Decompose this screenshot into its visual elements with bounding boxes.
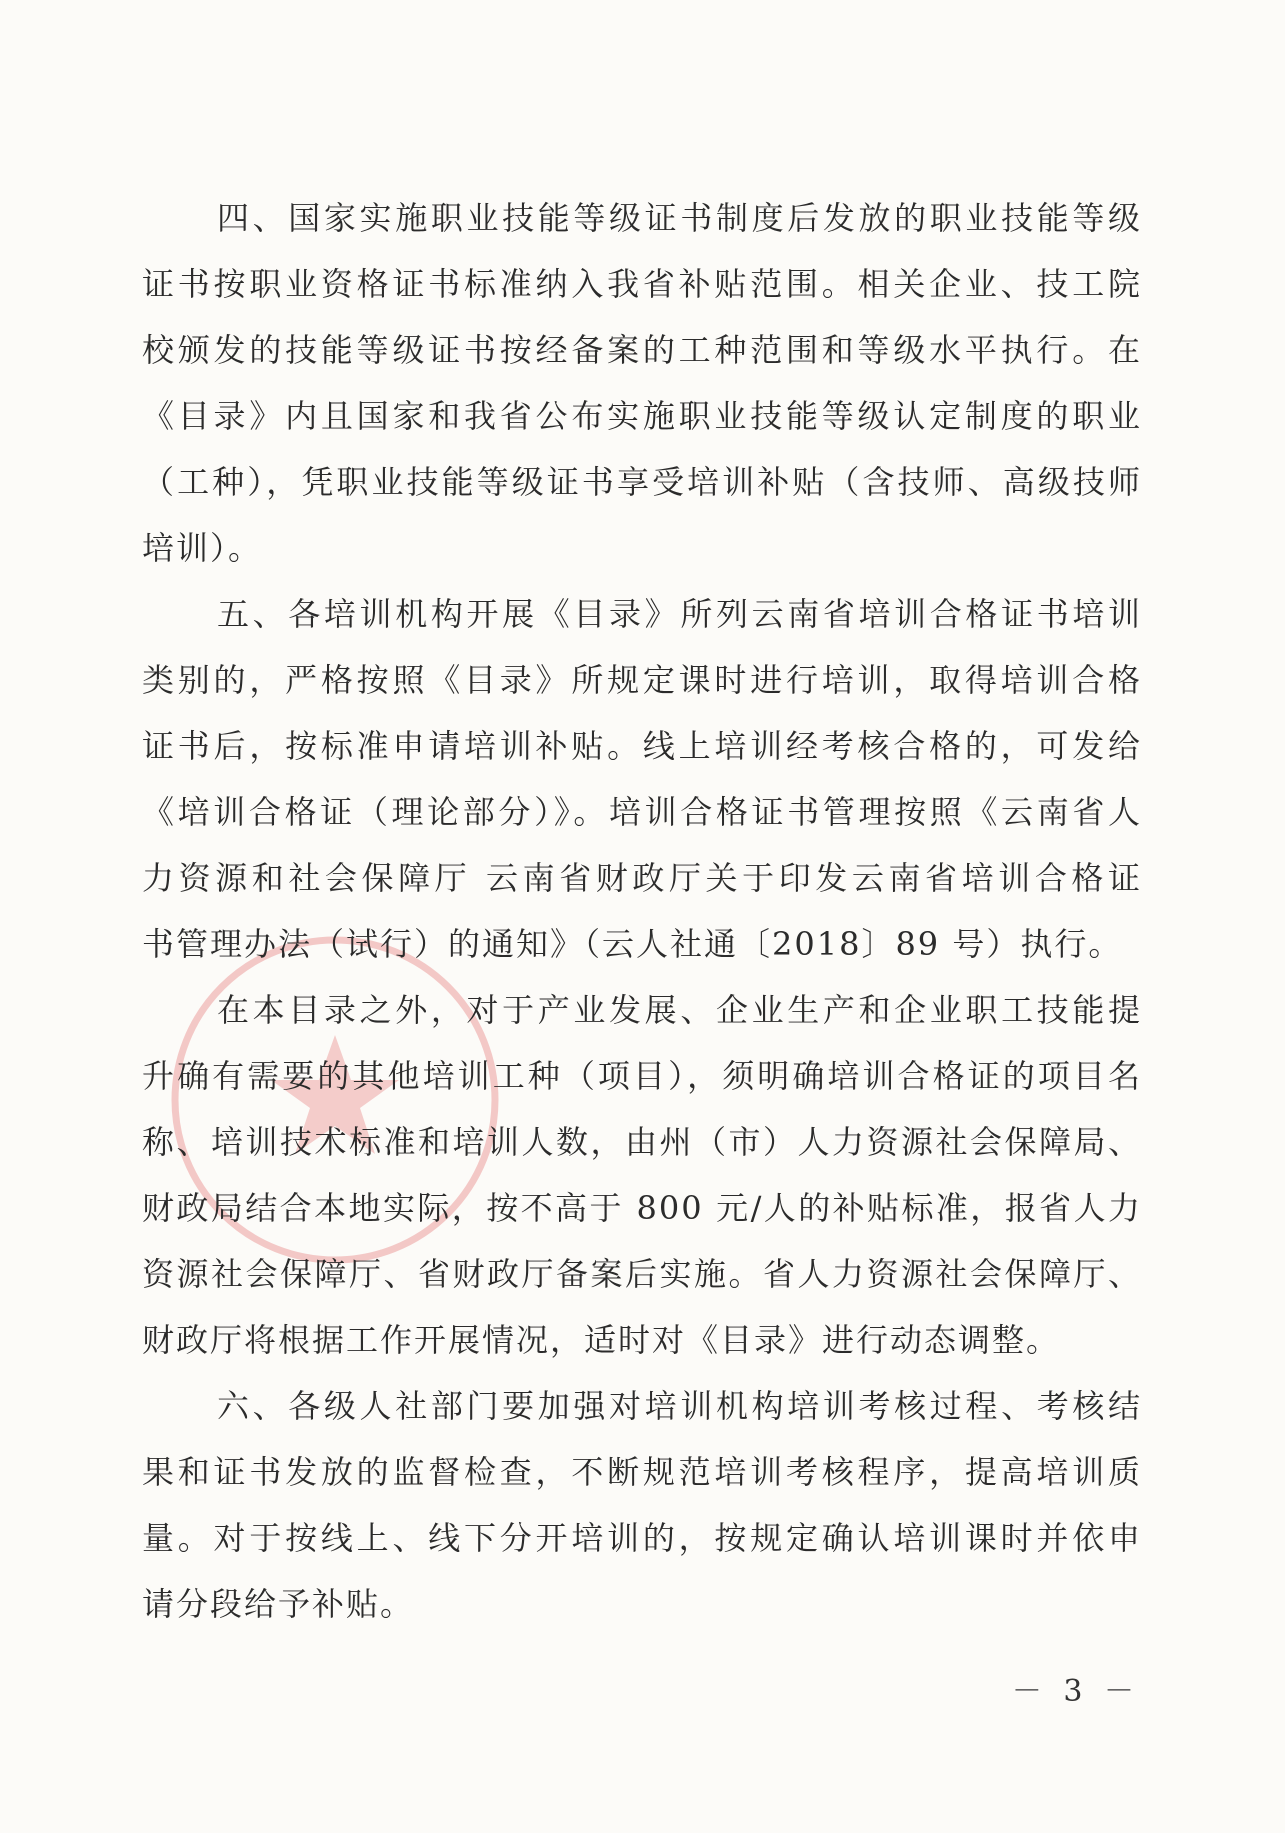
text-line: 力资源和社会保障厅 云南省财政厅关于印发云南省培训合格证: [142, 859, 1142, 897]
text-line: 财政厅将根据工作开展情况，适时对《目录》进行动态调整。: [142, 1321, 1061, 1359]
text-line: 校颁发的技能等级证书按经备案的工种范围和等级水平执行。在: [142, 331, 1142, 369]
text-line: 培训）。: [142, 529, 263, 567]
text-line: 在本目录之外，对于产业发展、企业生产和企业职工技能提: [217, 991, 1142, 1029]
page-number: － 3 －: [1011, 1674, 1140, 1709]
paragraph-4: [142, 185, 1142, 581]
text-line: 称、培训技术标准和培训人数，由州（市）人力资源社会保障局、: [142, 1123, 1142, 1161]
text-line: 证书后，按标准申请培训补贴。线上培训经考核合格的，可发给: [142, 727, 1142, 765]
text-line: 请分段给予补贴。: [142, 1585, 415, 1623]
text-line: 证书按职业资格证书标准纳入我省补贴范围。相关企业、技工院: [142, 265, 1142, 303]
text-line: 《目录》内且国家和我省公布实施职业技能等级认定制度的职业: [142, 397, 1142, 435]
text-line: 果和证书发放的监督检查，不断规范培训考核程序，提高培训质: [142, 1453, 1142, 1491]
text-line: 五、各培训机构开展《目录》所列云南省培训合格证书培训: [217, 595, 1142, 633]
text-line: 财政局结合本地实际，按不高于 800 元/人的补贴标准，报省人力: [142, 1189, 1142, 1227]
paragraph-5-supplement: [142, 977, 1142, 1373]
text-line: 类别的，严格按照《目录》所规定课时进行培训，取得培训合格: [142, 661, 1142, 699]
text-line: 升确有需要的其他培训工种（项目），须明确培训合格证的项目名: [142, 1057, 1142, 1095]
text-line: 《培训合格证（理论部分）》。培训合格证书管理按照《云南省人: [142, 793, 1142, 831]
text-line: 量。对于按线上、线下分开培训的，按规定确认培训课时并依申: [142, 1519, 1142, 1557]
text-line: 资源社会保障厅、省财政厅备案后实施。省人力资源社会保障厅、: [142, 1255, 1142, 1293]
text-line: 六、各级人社部门要加强对培训机构培训考核过程、考核结: [217, 1387, 1142, 1425]
document-body: [142, 185, 1142, 1637]
paragraph-6: [142, 1373, 1142, 1637]
text-line: （工种），凭职业技能等级证书享受培训补贴（含技师、高级技师: [142, 463, 1142, 501]
text-line: 书管理办法（试行）的通知》（云人社通〔2018〕89 号）执行。: [142, 925, 1123, 963]
text-line: 四、国家实施职业技能等级证书制度后发放的职业技能等级: [217, 199, 1142, 237]
paragraph-5: [142, 581, 1142, 977]
